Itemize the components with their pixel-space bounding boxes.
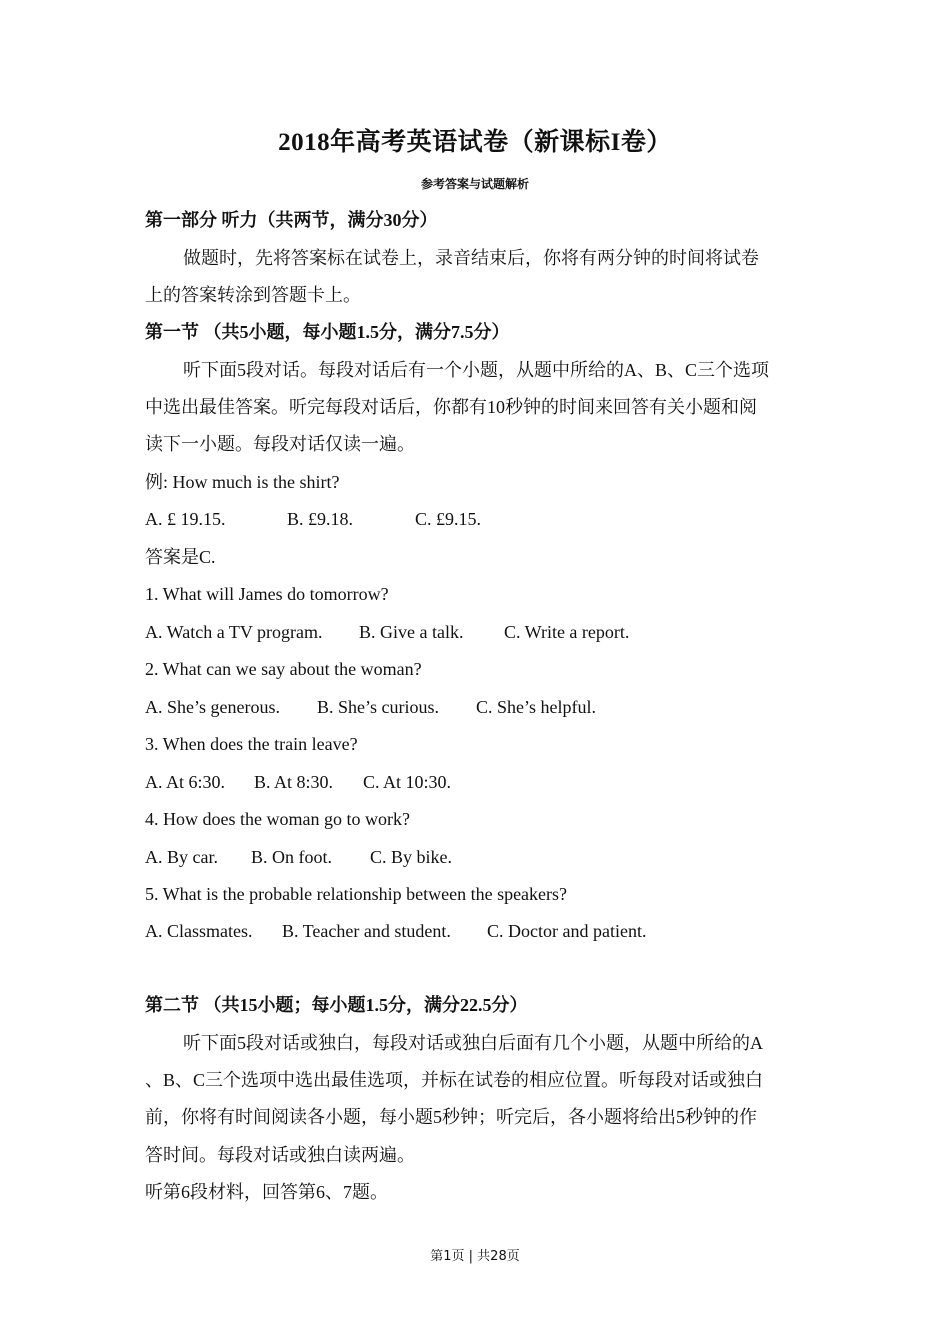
section2-instruction-line4: 答时间。每段对话或独白读两遍。	[145, 1145, 415, 1165]
option-b: B. Give a talk.	[359, 622, 464, 642]
example-question: 例: How much is the shirt?	[145, 472, 340, 492]
example-answer: 答案是C.	[145, 547, 216, 567]
option-c: C. She’s helpful.	[476, 697, 596, 717]
section1-instruction-line2: 中选出最佳答案。听完每段对话后，你都有10秒钟的时间来回答有关小题和阅	[145, 397, 757, 417]
option-b: B. Teacher and student.	[282, 921, 451, 941]
page-footer: 第1页 | 共28页	[430, 1249, 520, 1264]
section2-instruction-line3: 前，你将有时间阅读各小题，每小题5秒钟；听完后，各小题将给出5秒钟的作	[145, 1107, 757, 1127]
option-b: B. £9.18.	[287, 509, 354, 529]
question-5-options	[145, 919, 646, 943]
section2-heading: 第二节 （共15小题；每小题1.5分，满分22.5分）	[145, 995, 528, 1015]
question-2-options	[145, 695, 596, 719]
option-c: C. £9.15.	[415, 509, 482, 529]
question-2: 2. What can we say about the woman?	[145, 659, 422, 679]
section1-instruction-line3: 读下一小题。每段对话仅读一遍。	[145, 434, 415, 454]
option-a: A. £ 19.15.	[145, 509, 226, 529]
question-5: 5. What is the probable relationship between the speakers?	[145, 884, 568, 904]
option-a: A. By car.	[145, 847, 218, 867]
section1-instruction-line1: 听下面5段对话。每段对话后有一个小题，从题中所给的A、B、C三个选项	[183, 360, 770, 380]
option-b: B. At 8:30.	[254, 772, 334, 792]
part1-instruction-line2: 上的答案转涂到答题卡上。	[145, 285, 361, 305]
question-1-options	[145, 620, 629, 644]
question-3: 3. When does the train leave?	[145, 734, 358, 754]
section2-instruction-line2: 、B、C三个选项中选出最佳选项，并标在试卷的相应位置。听每段对话或独白	[145, 1070, 764, 1090]
option-a: A. At 6:30.	[145, 772, 226, 792]
page-title: 2018年高考英语试卷（新课标I卷）	[278, 129, 672, 156]
option-a: A. She’s generous.	[145, 697, 280, 717]
option-c: C. At 10:30.	[363, 772, 452, 792]
part1-heading: 第一部分 听力（共两节，满分30分）	[145, 210, 438, 230]
section2-material: 听第6段材料，回答第6、7题。	[145, 1182, 388, 1202]
option-b: B. She’s curious.	[317, 697, 440, 717]
question-3-options	[145, 770, 451, 794]
option-c: C. Write a report.	[504, 622, 630, 642]
page-subtitle: 参考答案与试题解析	[420, 177, 529, 191]
option-a: A. Watch a TV program.	[145, 622, 323, 642]
option-c: C. Doctor and patient.	[487, 921, 647, 941]
option-b: B. On foot.	[251, 847, 332, 867]
question-1: 1. What will James do tomorrow?	[145, 584, 389, 604]
option-a: A. Classmates.	[145, 921, 253, 941]
question-4: 4. How does the woman go to work?	[145, 809, 410, 829]
option-c: C. By bike.	[370, 847, 453, 867]
example-options	[145, 507, 481, 531]
part1-instruction-line1: 做题时，先将答案标在试卷上，录音结束后，你将有两分钟的时间将试卷	[183, 248, 759, 268]
section2-instruction-line1: 听下面5段对话或独白，每段对话或独白后面有几个小题，从题中所给的A	[183, 1033, 763, 1053]
section1-heading: 第一节 （共5小题，每小题1.5分，满分7.5分）	[145, 322, 510, 342]
question-4-options	[145, 845, 452, 869]
